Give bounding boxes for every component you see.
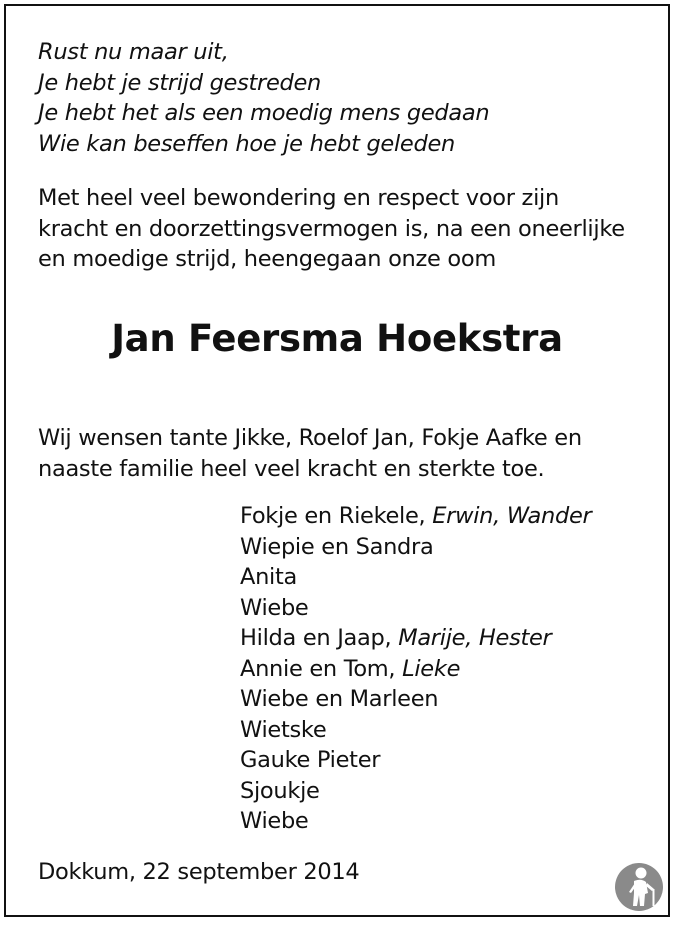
family-line (240, 715, 591, 746)
intro-line: kracht en doorzettingsvermogen is, na een oneerlijke (38, 215, 625, 242)
family-names: Wiebe (240, 808, 309, 834)
figure-with-cane-icon (614, 862, 664, 912)
family-names: Sjoukje (240, 777, 320, 804)
family-names: Fokje en Riekele, (240, 503, 433, 529)
family-line (240, 745, 591, 776)
family-names: Wiebe en Marleen (240, 686, 439, 712)
poem-line: Rust nu maar uit, (38, 39, 229, 65)
family-names: Annie en Tom, (240, 655, 403, 682)
family-children: Lieke (402, 655, 461, 682)
family-names: Anita (240, 564, 298, 590)
obituary-card (4, 4, 670, 917)
family-names: Wietske (240, 716, 327, 743)
family-names: Hilda en Jaap, (240, 625, 399, 651)
family-names: Wiepie en Sandra (240, 533, 434, 560)
wish-line: Wij wensen tante Jikke, Roelof Jan, Fokje Aafke en (38, 425, 582, 451)
family-names: Gauke Pieter (240, 747, 381, 773)
place-date: Dokkum, 22 september 2014 (38, 859, 360, 885)
family-line (240, 654, 591, 685)
intro-paragraph (38, 183, 625, 275)
family-line (240, 593, 591, 624)
poem-line: Je hebt het als een moedig mens gedaan (38, 100, 490, 126)
family-line (240, 684, 591, 715)
poem-line: Wie kan beseffen hoe je hebt geleden (38, 130, 455, 157)
family-line (240, 623, 591, 654)
family-line (240, 806, 591, 837)
wish-line: naaste familie heel veel kracht en sterkte toe. (38, 455, 545, 482)
wish-paragraph (38, 423, 582, 484)
family-line (240, 532, 591, 563)
poem-line: Je hebt je strijd gestreden (38, 69, 322, 96)
family-children: Erwin, Wander (432, 503, 592, 529)
deceased-name: Jan Feersma Hoekstra (111, 317, 563, 360)
family-children: Marije, Hester (398, 625, 552, 651)
intro-line: Met heel veel bewondering en respect voor zijn (38, 185, 559, 211)
family-names: Wiebe (240, 594, 309, 621)
poem (38, 37, 489, 159)
family-line (240, 776, 591, 807)
intro-line: en moedige strijd, heengegaan onze oom (38, 246, 496, 272)
family-line (240, 501, 591, 532)
family-list (240, 501, 591, 837)
family-line (240, 562, 591, 593)
